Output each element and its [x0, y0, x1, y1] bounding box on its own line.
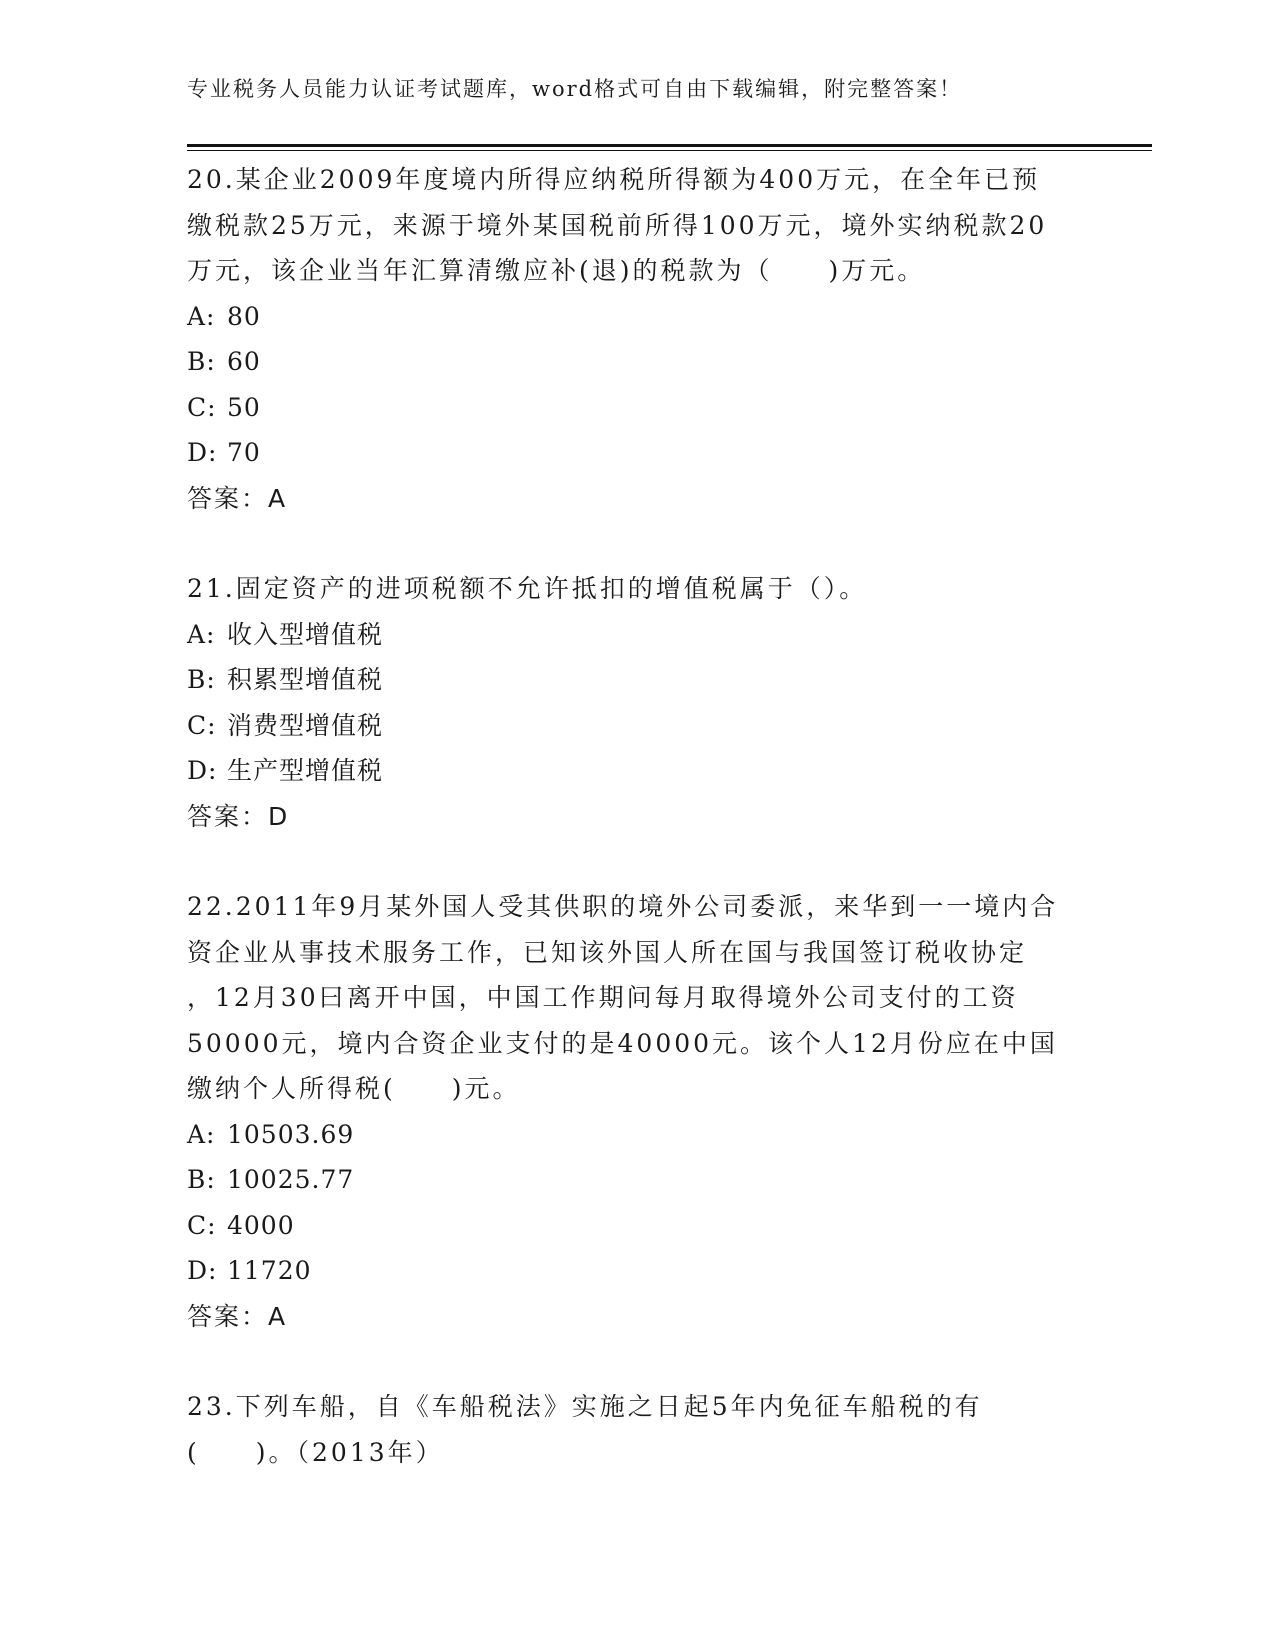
question-20 — [187, 157, 1087, 521]
question-line: 资企业从事技术服务工作，已知该外国人所在国与我国签订税收协定 — [187, 937, 1028, 967]
question-line: 23.下列车船，自《车船税法》实施之日起5年内免征车船税的有 — [187, 1392, 983, 1421]
option-a — [187, 294, 1087, 340]
spacer — [187, 839, 1087, 884]
option-b — [187, 657, 1087, 703]
option-label: B: — [187, 1165, 216, 1194]
question-23 — [187, 1384, 1087, 1475]
question-list — [187, 157, 1087, 1475]
question-line: 21.固定资产的进项税额不允许抵扣的增值税属于（）。 — [187, 574, 868, 603]
page-header: 专业税务人员能力认证考试题库，word格式可自由下载编辑，附完整答案！ — [187, 77, 963, 101]
question-21 — [187, 566, 1087, 839]
question-line: 缴纳个人所得税( )元。 — [187, 1074, 521, 1103]
question-line: 20.某企业2009年度境内所得应纳税所得额为400万元，在全年已预 — [187, 165, 1041, 194]
option-text: 积累型增值税 — [227, 665, 384, 694]
answer: 答案：D — [187, 801, 290, 831]
option-a — [187, 1112, 1087, 1158]
question-line: ，12月30曰离开中国，中国工作期问每月取得境外公司支付的工资 — [187, 983, 1019, 1012]
spacer — [187, 521, 1087, 566]
option-text: 10503.69 — [227, 1119, 355, 1149]
question-22 — [187, 884, 1087, 1339]
option-text: 11720 — [227, 1256, 312, 1285]
option-text: 70 — [227, 438, 261, 467]
option-text: 80 — [227, 301, 261, 331]
spacer — [187, 1339, 1087, 1384]
question-line: ( )。（2013年） — [187, 1437, 444, 1467]
option-d — [187, 1248, 1087, 1294]
option-label: A: — [187, 619, 216, 649]
option-text: 60 — [227, 347, 261, 376]
option-label: C: — [187, 710, 217, 740]
option-c — [187, 1203, 1087, 1249]
header-rule-thick — [187, 144, 1152, 147]
option-label: B: — [187, 347, 216, 376]
option-text: 消费型增值税 — [227, 710, 384, 740]
option-label: D: — [187, 1256, 218, 1285]
option-text: 4000 — [227, 1210, 295, 1240]
answer: 答案：A — [187, 1301, 288, 1331]
option-d — [187, 748, 1087, 794]
option-b — [187, 339, 1087, 385]
option-text: 收入型增值税 — [227, 619, 384, 649]
option-d — [187, 430, 1087, 476]
option-text: 50 — [227, 392, 261, 422]
option-text: 10025.77 — [227, 1165, 355, 1194]
option-text: 生产型增值税 — [227, 756, 384, 785]
header-rule-thin — [187, 150, 1152, 151]
option-label: C: — [187, 392, 217, 422]
option-label: C: — [187, 1210, 217, 1240]
option-b — [187, 1157, 1087, 1203]
option-c — [187, 703, 1087, 749]
question-line: 22.2011年9月某外国人受其供职的境外公司委派，来华到一一境内合 — [187, 892, 1059, 921]
option-c — [187, 385, 1087, 431]
question-line: 缴税款25万元，来源于境外某国税前所得100万元，境外实纳税款20 — [187, 210, 1048, 240]
answer: 答案：A — [187, 483, 288, 513]
option-label: B: — [187, 665, 216, 694]
question-line: 万元，该企业当年汇算清缴应补(退)的税款为（ )万元。 — [187, 256, 926, 285]
option-label: D: — [187, 438, 218, 467]
option-label: D: — [187, 756, 218, 785]
question-line: 50000元，境内合资企业支付的是40000元。该个人12月份应在中国 — [187, 1028, 1058, 1058]
option-a — [187, 612, 1087, 658]
option-label: A: — [187, 301, 216, 331]
option-label: A: — [187, 1119, 216, 1149]
